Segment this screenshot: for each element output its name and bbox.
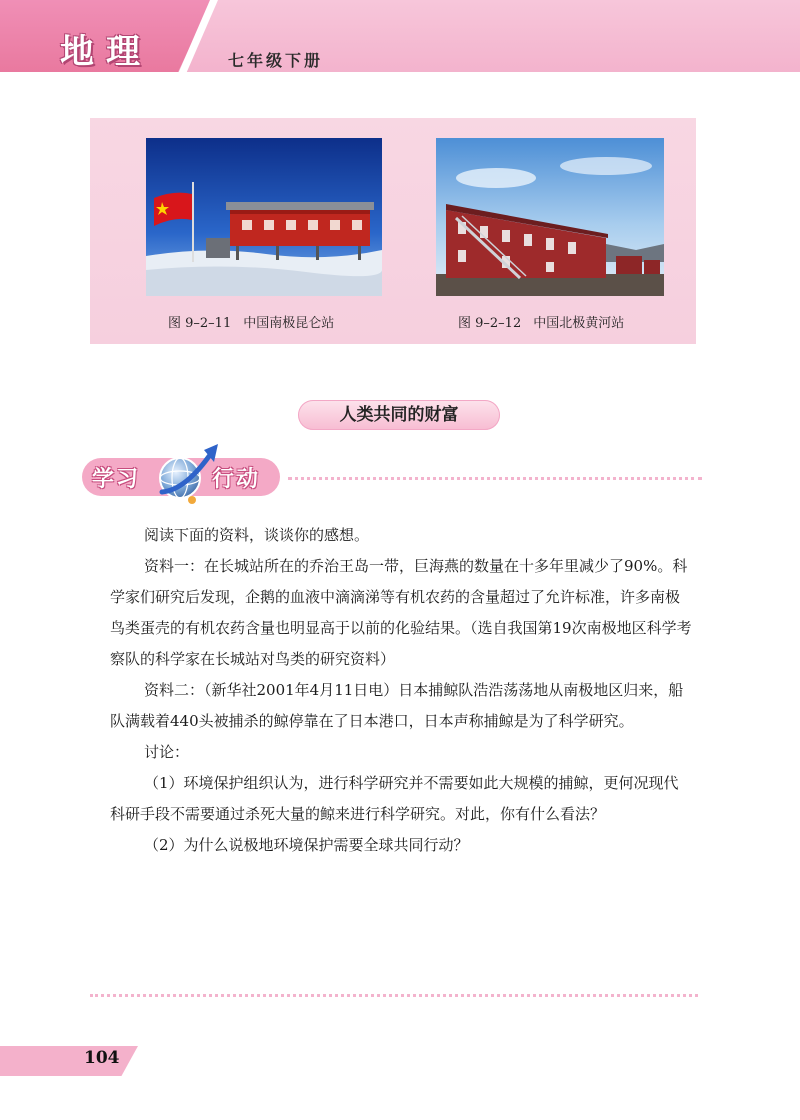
intro-paragraph: 阅读下面的资料，谈谈你的感想。 bbox=[144, 526, 370, 544]
question-two: （2）为什么说极地环境保护需要全球共同行动？ bbox=[144, 836, 469, 854]
dotted-divider-bottom bbox=[90, 994, 698, 997]
subject-title: 地理 bbox=[60, 32, 152, 72]
figure-caption-2 bbox=[458, 312, 624, 331]
discussion-label: 讨论： bbox=[144, 743, 190, 761]
figure-number-2: 图 9–2–12 bbox=[458, 316, 522, 331]
activity-word-action: 行动 bbox=[212, 467, 261, 492]
kunlun-station-photo bbox=[146, 138, 382, 296]
grade-label: 七年级下册 bbox=[228, 51, 324, 70]
activity-word-study: 学习 bbox=[92, 467, 141, 492]
page-number: 104 bbox=[84, 1048, 120, 1068]
photo-panel bbox=[90, 118, 696, 344]
dotted-divider-top bbox=[288, 477, 702, 480]
section-title: 人类共同的财富 bbox=[298, 400, 500, 430]
figure-title-2: 中国北极黄河站 bbox=[533, 316, 625, 331]
reading-material bbox=[110, 520, 692, 861]
material-two: 资料二：（新华社2001年4月11日电）日本捕鲸队浩浩荡荡地从南极地区归来，船队满载着440头被捕杀的鲸停靠在了日本港口，日本声称捕鲸是为了科学研究。 bbox=[110, 681, 684, 730]
figure-caption-1 bbox=[168, 312, 334, 331]
figure-title-1: 中国南极昆仑站 bbox=[243, 316, 335, 331]
figure-number-1: 图 9–2–11 bbox=[168, 316, 232, 331]
question-one: （1）环境保护组织认为，进行科学研究并不需要如此大规模的捕鲸，更何况现代科研手段不需要通过杀死大量的鲸来进行科学研究。对此，你有什么看法？ bbox=[110, 774, 679, 823]
yellow-river-station-photo bbox=[436, 138, 664, 296]
activity-banner bbox=[82, 440, 702, 510]
material-one: 资料一：在长城站所在的乔治王岛一带，巨海燕的数量在十多年里减少了90%。科学家们研究后发现，企鹅的血液中滴滴涕等有机农药的含量超过了允许标准，许多南极鸟类蛋壳的有机农药含量也明显高于以前的化验结果。（选自我国第19次南极地区科学考察队的科学家在长城站对鸟类的研究资料） bbox=[110, 557, 692, 668]
